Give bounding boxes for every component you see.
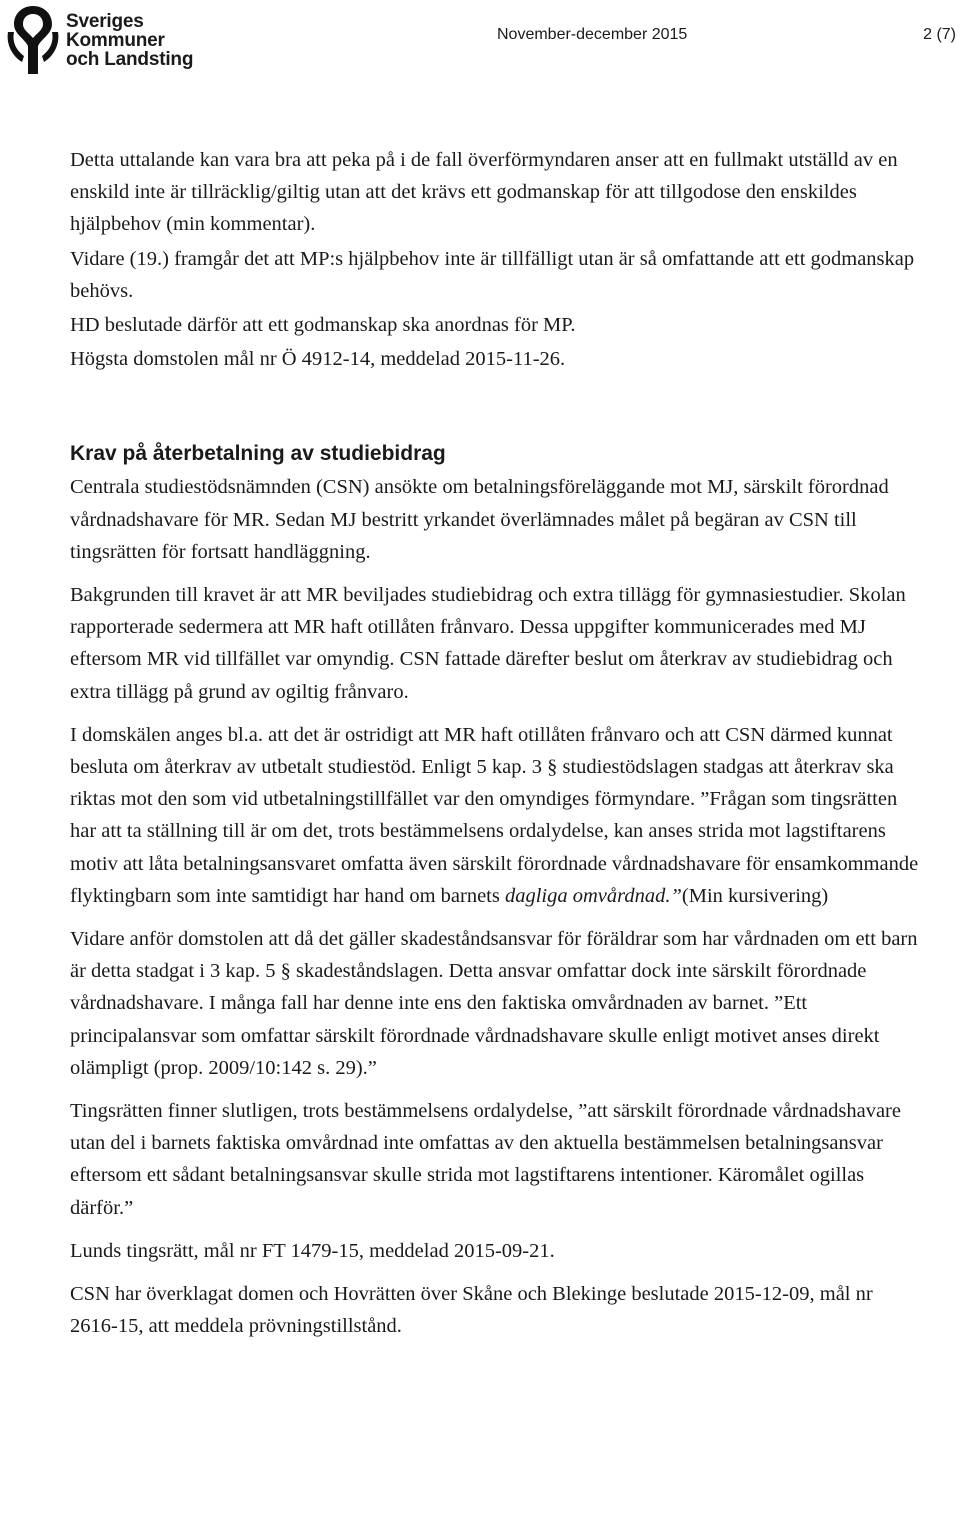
paragraph — [70, 719, 922, 912]
organization-name — [66, 12, 193, 69]
logo-line-3: och Landsting — [66, 49, 194, 70]
page-number: 2 (7) — [923, 26, 956, 43]
paragraph: Detta uttalande kan vara bra att peka på i de fall överförmyndaren anser att en fullmakt utställd av en enskild inte är tillräcklig/giltig utan att det krävs ett godmanskap för att tillgodose den enskildes hjälpbehov (min kommentar). — [70, 149, 898, 236]
paragraph: Vidare anför domstolen att då det gäller skadeståndsansvar för föräldrar som har vårdnaden om ett barn är detta stadgat i 3 kap. 5 § skadeståndslagen. Detta ansvar omfattar dock inte särskilt förordnade vårdnadshavare. I många fall har denne inte ens den faktiska omvårdnaden av barnet. ”Ett principalansvar som omfattar särskilt förordnade vårdnadshavare skulle enligt motivet anses direkt olämpligt (prop. 2009/10:142 s. 29).” — [70, 928, 918, 1079]
case-reference: Högsta domstolen mål nr Ö 4912-14, meddelad 2015-11-26. — [70, 348, 566, 371]
section-heading: Krav på återbetalning av studiebidrag — [70, 442, 446, 466]
paragraph: CSN har överklagat domen och Hovrätten över Skåne och Blekinge beslutade 2015-12-09, mål nr 2616-15, att meddela prövningstillstånd. — [70, 1283, 873, 1338]
paragraph: Tingsrätten finner slutligen, trots bestämmelsens ordalydelse, ”att särskilt förordnade vårdnadshavare utan del i barnets faktiska omvårdnad inte omfattas av den aktuella bestämmelsen betalningsansvar eftersom ett sådant betalningsansvar skulle strida mot lagstiftarens intentioner. Käromålet ogillas därför.” — [70, 1100, 901, 1219]
paragraph: HD beslutade därför att ett godmanskap ska anordnas för MP. — [70, 314, 576, 337]
paragraph: Vidare (19.) framgår det att MP:s hjälpbehov inte är tillfälligt utan är så omfattande att ett godmanskap behövs. — [70, 247, 915, 302]
case-reference: Lunds tingsrätt, mål nr FT 1479-15, meddelad 2015-09-21. — [70, 1239, 555, 1262]
paragraph: Centrala studiestödsnämnden (CSN) ansökte om betalningsföreläggande mot MJ, särskilt förordnad vårdnadshavare för MR. Sedan MJ bestritt yrkandet överlämnades målet på begäran av CSN till tingsrätten för fortsatt handläggning. — [70, 476, 889, 563]
skl-logo-icon — [4, 4, 62, 76]
logo-line-2: Kommuner — [66, 30, 165, 51]
page-header — [0, 0, 960, 80]
paragraph-tail: (Min kursivering) — [681, 884, 829, 907]
italic-text: dagliga omvårdnad.” — [504, 884, 682, 907]
logo-line-1: Sveriges — [66, 11, 144, 32]
header-date: November-december 2015 — [497, 26, 688, 43]
paragraph: Bakgrunden till kravet är att MR beviljades studiebidrag och extra tillägg för gymnasiestudier. Skolan rapporterade sedermera att MR haft otillåten frånvaro. Dessa uppgifter kommunicerades med MJ eftersom MR vid tillfället var omyndig. CSN fattade därefter beslut om återkrav av studiebidrag och extra tillägg på grund av ogiltig frånvaro. — [70, 584, 906, 703]
paragraph-text: I domskälen anges bl.a. att det är ostridigt att MR haft otillåten frånvaro och att CSN därmed kunnat besluta om återkrav av utbetalt studiestöd. Enligt 5 kap. 3 § studiestödslagen stadgas att återkrav ska riktas mot den som vid utbetalningstillfället var den omyndiges förmyndare. ”Frågan som tingsrätten har att ta ställning till är om det, trots bestämmelsens ordalydelse, kan anses strida mot lagstiftarens motiv att låta betalningsansvaret omfatta även särskilt förordnade vårdnadshavare för ensamkommande flyktingbarn som inte samtidigt har hand om barnets — [70, 723, 919, 907]
document-body — [70, 144, 922, 1343]
